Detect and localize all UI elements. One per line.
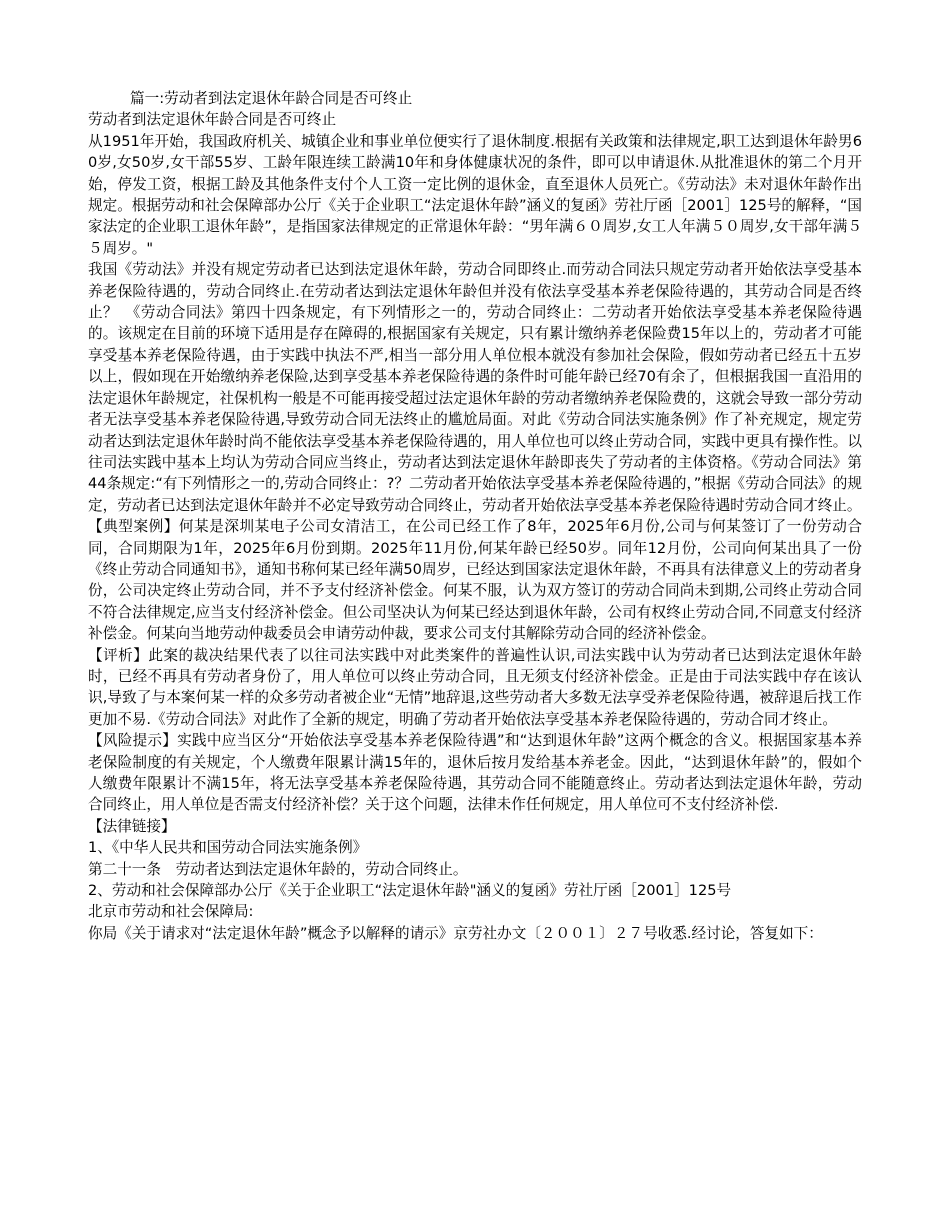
paragraph-reply: 你局《关于请求对“法定退休年龄”概念予以解释的请示》京劳社办文〔２００１〕２７号收悉.经讨论，答复如下： [88,924,823,942]
paragraph-retirement-system: 从1951年开始，我国政府机关、城镇企业和事业单位便实行了退休制度.根据有关政策和法律规定,职工达到退休年龄男60岁,女50岁,女干部55岁、工龄年限连续工龄满10年和身体健康状况的条件，即可以申请退休.从批准退休的第二个月开始，停发工资，根据工龄及其他条件支付个人工资一定比例的退休金，直至退休人员死亡。《劳动法》未对退休年龄作出规定。根据劳动和社会保障部办公厅《关于企业职工“法定退休年龄”涵义的复函》劳社厅函［2001］125号的解释，“国家法定的企业职工退休年龄”，是指国家法律规定的正常退休年龄：“男年满６０周岁,女工人年满５０周岁,女干部年满５５周岁。" [88,132,862,257]
document-heading: 篇一:劳动者到法定退休年龄合同是否可终止 [130,90,413,107]
law-link-heading: 【法律链接】 [88,817,176,835]
paragraph-typical-case: 【典型案例】何某是深圳某电子公司女清洁工，在公司已经工作了8年，2025年6月份,公司与何某签订了一份劳动合同，合同期限为1年，2025年6月份到期。2025年11月份,何某年龄已经50岁。同年12月份，公司向何某出具了一份《终止劳动合同通知书》，通知书称何某已经年满50周岁，已经达到国家法定退休年龄，不再具有法律意义上的劳动者身份，公司决定终止劳动合同，并不予支付经济补偿金。何某不服，认为双方签订的劳动合同尚未到期,公司终止劳动合同不符合法律规定,应当支付经济补偿金。但公司坚决认为何某已经达到退休年龄，公司有权终止劳动合同,不同意支付经济补偿金。何某向当地劳动仲裁委员会申请劳动仲裁，要求公司支付其解除劳动合同的经济补偿金。 [88,518,862,643]
law-article-21: 第二十一条 劳动者达到法定退休年龄的，劳动合同终止。 [88,860,468,878]
document-page [88,88,862,944]
document-subtitle: 劳动者到法定退休年龄合同是否可终止 [88,111,337,129]
paragraph-analysis: 【评析】此案的裁决结果代表了以往司法实践中对此类案件的普遍性认识,司法实践中认为劳动者已达到法定退休年龄时，已经不再具有劳动者身份了，用人单位可以终止劳动合同，且无须支付经济补偿金。正是由于司法实践中存在该认识,导致了与本案何某一样的众多劳动者被企业“无情”地辞退,这些劳动者大多数无法享受养老保险待遇，被辞退后找工作更加不易.《劳动合同法》对此作了全新的规定，明确了劳动者开始依法享受基本养老保险待遇的，劳动合同才终止。 [88,646,862,728]
law-link-item-1: 1、《中华人民共和国劳动合同法实施条例》 [88,839,368,857]
addressee-line: 北京市劳动和社会保障局: [88,903,254,921]
law-link-item-2: 2、劳动和社会保障部办公厅《关于企业职工“法定退休年龄"涵义的复函》劳社厅函［2001］125号 [88,882,732,900]
paragraph-risk-warning: 【风险提示】实践中应当区分“开始依法享受基本养老保险待遇”和“达到退休年龄”这两个概念的含义。根据国家基本养老保险制度的有关规定，个人缴费年限累计满15年的，退休后按月发给基本养老金。因此，“达到退休年龄”的，假如个人缴费年限累计不满15年，将无法享受基本养老保险待遇，其劳动合同不能随意终止。劳动者达到法定退休年龄，劳动合同终止，用人单位是否需支付经济补偿？关于这个问题，法律未作任何规定，用人单位可不支付经济补偿. [88,732,862,814]
paragraph-contract-termination: 我国《劳动法》并没有规定劳动者已达到法定退休年龄，劳动合同即终止.而劳动合同法只规定劳动者开始依法享受基本养老保险待遇的，劳动合同终止.在劳动者达到法定退休年龄但并没有依法享受基本养老保险待遇的，其劳动合同是否终止？ 《劳动合同法》第四十四条规定，有下列情形之一的，劳动合同终止：二劳动者开始依法享受基本养老保险待遇的。该规定在目前的环境下适用是存在障碍的,根据国家有关规定，只有累计缴纳养老保险费15年以上的，劳动者才可能享受基本养老保险待遇，由于实践中执法不严,相当一部分用人单位根本就没有参加社会保险，假如劳动者已经五十五岁以上，假如现在开始缴纳养老保险,达到享受基本养老保险待遇的条件时可能年龄已经70有余了，但根据我国一直沿用的法定退休年龄规定，社保机构一般是不可能再接受超过法定退休年龄的劳动者缴纳养老保险费的，这就会导致一部分劳动者无法享受基本养老保险待遇,导致劳动合同无法终止的尴尬局面。对此《劳动合同法实施条例》作了补充规定，规定劳动者达到法定退休年龄时尚不能依法享受基本养老保险待遇的，用人单位也可以终止劳动合同，实践中更具有操作性。以往司法实践中基本上均认为劳动合同应当终止，劳动者达到法定退休年龄即丧失了劳动者的主体资格。《劳动合同法》第44条规定:“有下列情形之一的,劳动合同终止：?？二劳动者开始依法享受基本养老保险待遇的，”根据《劳动合同法》的规定，劳动者已达到法定退休年龄并不必定导致劳动合同终止，劳动者开始依法享受基本养老保险待遇时劳动合同才终止。 [88,261,862,514]
